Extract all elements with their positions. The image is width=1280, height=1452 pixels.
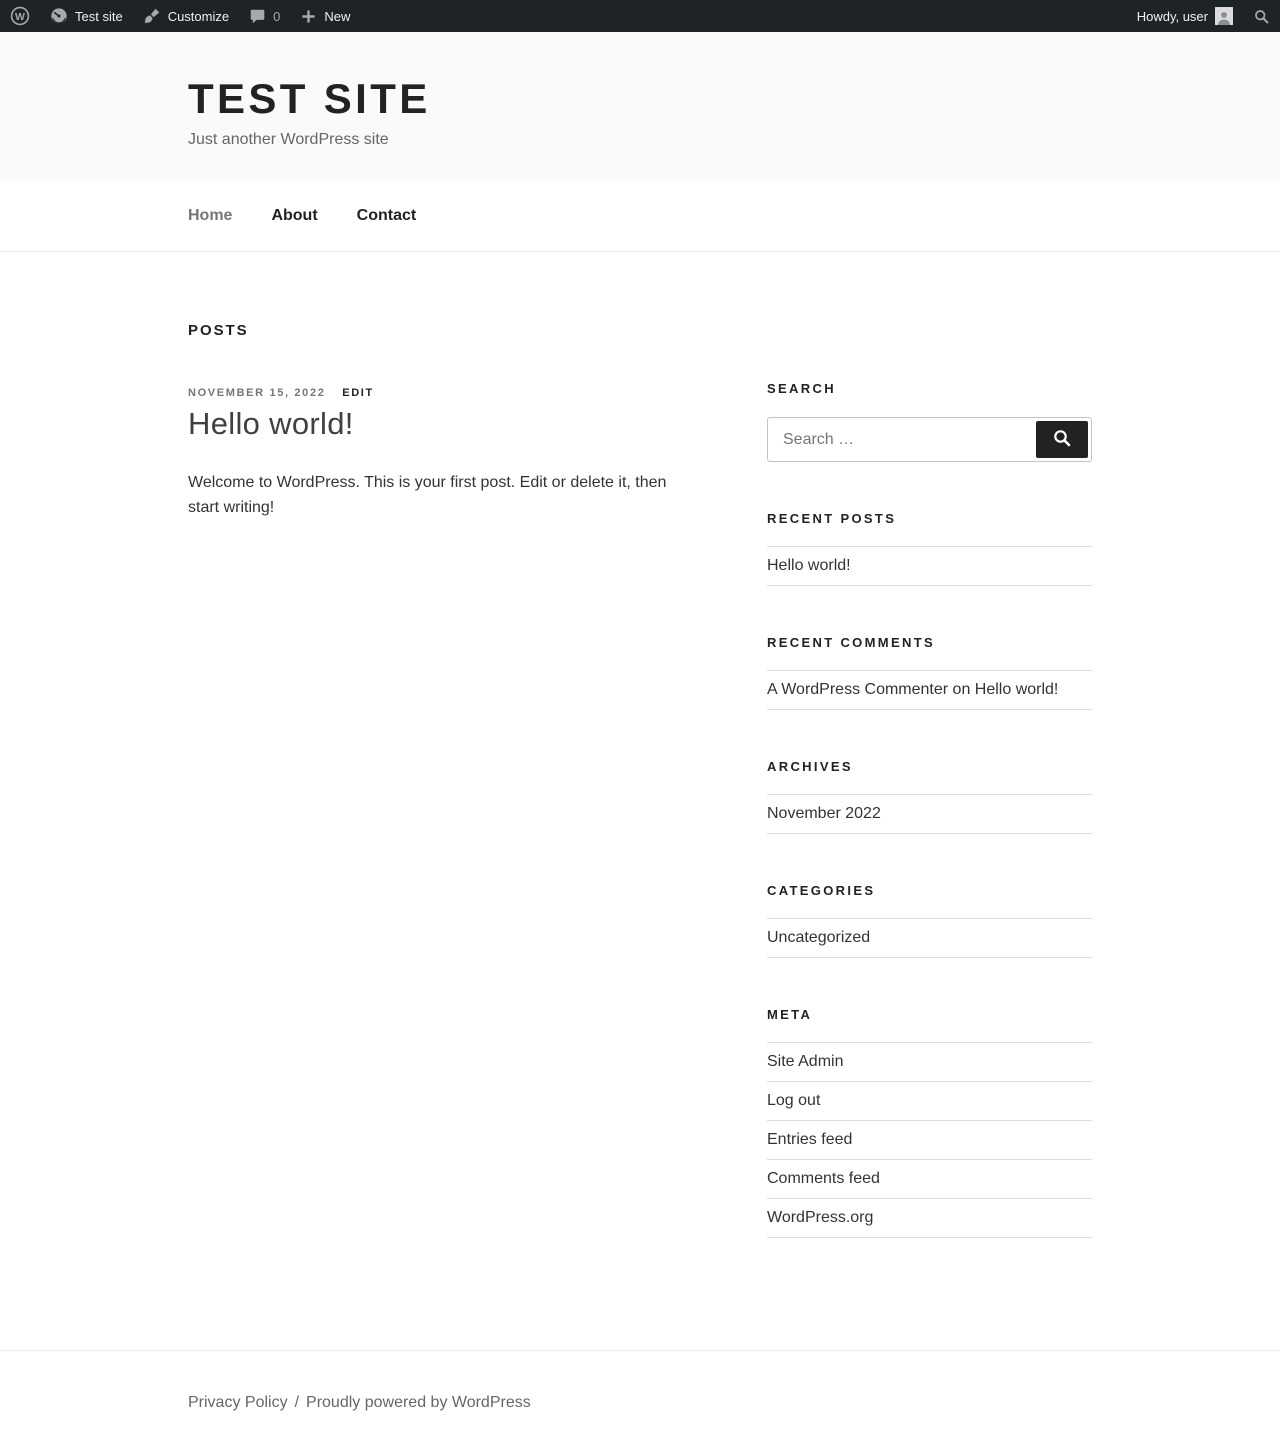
entries-feed-link[interactable]: Entries feed: [767, 1131, 853, 1149]
post-article: [188, 387, 700, 521]
admin-search-menu[interactable]: [1243, 0, 1280, 32]
site-name-label: Test site: [75, 8, 123, 24]
new-label: New: [324, 8, 351, 24]
new-menu[interactable]: [290, 0, 360, 32]
search-input[interactable]: [771, 421, 1036, 458]
comments-feed-link[interactable]: Comments feed: [767, 1170, 880, 1188]
wordpress-logo-icon: [10, 6, 30, 26]
widget-search: [767, 381, 1092, 462]
dashboard-icon: [50, 7, 68, 25]
wordpress-menu[interactable]: [0, 0, 40, 32]
widget-archives: [767, 759, 1092, 834]
site-footer: [0, 1350, 1280, 1452]
powered-by-link[interactable]: Proudly powered by WordPress: [306, 1394, 531, 1412]
site-title[interactable]: TEST SITE: [188, 75, 431, 122]
list-item: [767, 671, 1092, 710]
nav-item-home[interactable]: Home: [188, 207, 233, 225]
post-meta-row: [188, 387, 700, 399]
list-item: [767, 547, 1092, 586]
widget-recent-posts: [767, 511, 1092, 586]
widget-recent-comments: [767, 635, 1092, 710]
meta-title: META: [767, 1007, 813, 1023]
admin-search-icon: [1253, 8, 1270, 25]
site-admin-link[interactable]: Site Admin: [767, 1053, 844, 1071]
nav-item-about[interactable]: About: [271, 207, 318, 225]
edit-link[interactable]: EDIT: [342, 387, 374, 400]
categories-title: CATEGORIES: [767, 883, 876, 899]
list-item: [767, 1199, 1092, 1238]
archives-title: ARCHIVES: [767, 759, 853, 775]
search-form: [767, 417, 1092, 462]
main-navigation: [0, 181, 1280, 252]
list-item: [767, 1082, 1092, 1121]
customize-menu[interactable]: [133, 0, 239, 32]
page-title: POSTS: [188, 322, 249, 340]
customize-label: Customize: [167, 8, 230, 24]
admin-bar: [0, 0, 1280, 32]
wordpress-org-link[interactable]: WordPress.org: [767, 1209, 874, 1227]
recent-post-link[interactable]: Hello world!: [767, 557, 851, 575]
list-item: [767, 1160, 1092, 1199]
comment-connector: on: [948, 681, 975, 699]
sidebar: [767, 322, 1092, 1238]
my-account-menu[interactable]: [1127, 0, 1243, 32]
comment-post-link[interactable]: Hello world!: [974, 681, 1059, 699]
plus-icon: [300, 8, 317, 25]
paintbrush-icon: [143, 7, 161, 25]
list-item: [767, 919, 1092, 958]
site-name-menu[interactable]: [40, 0, 133, 32]
site-header: [0, 32, 1280, 181]
comment-bubble-icon: [249, 8, 266, 25]
svg-text:W: W: [15, 11, 25, 23]
posts-column: [188, 322, 700, 1238]
nav-item-contact[interactable]: Contact: [356, 207, 417, 225]
footer-separator: /: [294, 1394, 300, 1412]
post-content: Welcome to WordPress. This is your first post. Edit or delete it, then start writing!: [188, 474, 667, 516]
list-item: [767, 1121, 1092, 1160]
site-tagline: Just another WordPress site: [188, 131, 389, 149]
post-title-link[interactable]: Hello world!: [188, 406, 354, 442]
search-icon: [1051, 427, 1073, 452]
content-area: [188, 252, 1092, 1350]
list-item: [767, 795, 1092, 834]
search-widget-title: SEARCH: [767, 381, 836, 397]
search-submit-button[interactable]: [1036, 421, 1088, 458]
widget-meta: [767, 1007, 1092, 1238]
howdy-label: Howdy, user: [1136, 8, 1208, 24]
privacy-policy-link[interactable]: Privacy Policy: [188, 1394, 288, 1412]
log-out-link[interactable]: Log out: [767, 1092, 821, 1110]
avatar: [1215, 7, 1233, 25]
widget-categories: [767, 883, 1092, 958]
admin-bar-left: [0, 0, 360, 32]
post-title: [188, 406, 700, 442]
comment-count: 0: [273, 8, 281, 24]
post-date-link[interactable]: NOVEMBER 15, 2022: [188, 387, 326, 400]
recent-comments-title: RECENT COMMENTS: [767, 635, 935, 651]
list-item: [767, 1043, 1092, 1082]
category-link[interactable]: Uncategorized: [767, 929, 871, 947]
admin-bar-right: [1127, 0, 1280, 32]
archive-link[interactable]: November 2022: [767, 805, 881, 823]
recent-posts-title: RECENT POSTS: [767, 511, 897, 527]
comments-menu[interactable]: [239, 0, 290, 32]
comment-author-link[interactable]: A WordPress Commenter: [767, 681, 949, 699]
